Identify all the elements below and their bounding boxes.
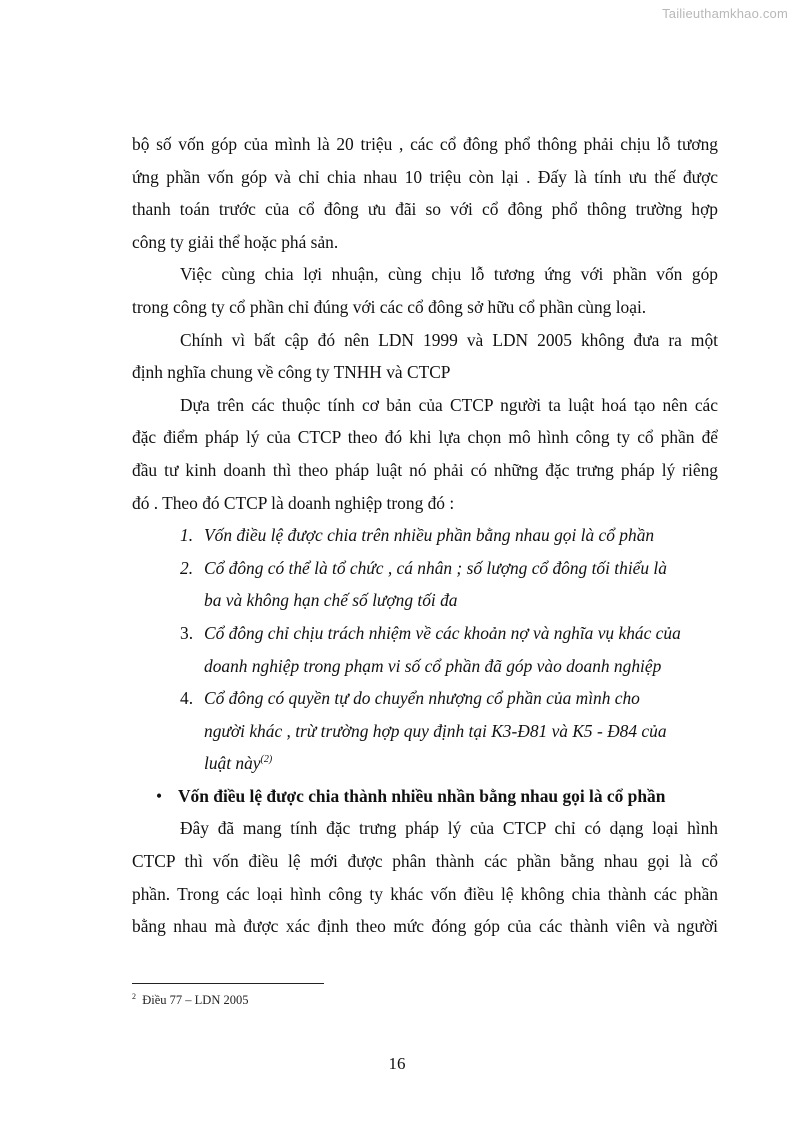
list-item-text: Cổ đông có quyền tự do chuyển nhượng cổ phần của mình cho	[204, 688, 640, 709]
body-line: Chính vì bất cập đó nên LDN 1999 và LDN 2005 không đưa ra một	[180, 329, 718, 350]
list-number: 4.	[180, 688, 194, 709]
list-item	[132, 552, 718, 585]
footnote-marker: 2	[132, 991, 136, 1001]
list-item-text: Cổ đông có thể là tổ chức , cá nhân ; số lượng cổ đông tối thiểu là	[204, 557, 667, 578]
list-item-text: luật này	[204, 753, 261, 774]
body-line: bộ số vốn góp của mình là 20 triệu , các cổ đông phổ thông phải chịu lỗ tương	[132, 134, 718, 154]
list-item-text: Cổ đông chỉ chịu trách nhiệm về các khoản nợ và nghĩa vụ khác của	[204, 622, 681, 643]
bullet-icon: •	[156, 785, 163, 806]
list-item	[132, 682, 718, 715]
list-item	[132, 519, 718, 552]
body-line: đó . Theo đó CTCP là doanh nghiệp trong đó :	[132, 492, 455, 513]
bullet-heading-text: Vốn điều lệ được chia thành nhiều nhần bằng nhau gọi là cổ phần	[178, 785, 666, 806]
watermark: Tailieuthamkhao.com	[662, 6, 788, 21]
footnote-separator	[132, 983, 324, 984]
body-line: Việc cùng chia lợi nhuận, cùng chịu lỗ tương ứng với phần vốn góp	[180, 264, 718, 285]
footnote	[132, 993, 249, 1008]
list-item-continuation: ba và không hạn chế số lượng tối đa	[204, 590, 458, 611]
body-line: bằng nhau mà được xác định theo mức đóng góp của các thành viên và người	[132, 916, 718, 937]
body-line: định nghĩa chung về công ty TNHH và CTCP	[132, 362, 451, 383]
body-line: thanh toán trước của cổ đông ưu đãi so với cổ đông phổ thông trường hợp	[132, 199, 718, 220]
list-number: 2.	[180, 557, 194, 578]
list-number: 3.	[180, 622, 194, 643]
body-line: ứng phần vốn góp và chỉ chia nhau 10 triệu còn lại . Đấy là tính ưu thế được	[132, 166, 718, 187]
footnote-text: Điều 77 – LDN 2005	[142, 993, 249, 1007]
list-item-continuation: người khác , trừ trường hợp quy định tại K3-Đ81 và K5 - Đ84 của	[204, 720, 667, 741]
body-line: trong công ty cổ phần chỉ đúng với các cổ đông sở hữu cổ phần cùng loại.	[132, 296, 647, 317]
document-body	[132, 128, 718, 943]
list-number: 1.	[180, 525, 194, 546]
bullet-heading	[132, 780, 718, 813]
list-item	[132, 617, 718, 650]
body-line: phần. Trong các loại hình công ty khác vốn điều lệ không chia thành các phần	[132, 883, 718, 904]
body-line: Dựa trên các thuộc tính cơ bản của CTCP người ta luật hoá tạo nên các	[180, 394, 718, 415]
body-line: Đây đã mang tính đặc trưng pháp lý của CTCP chỉ có dạng loại hình	[180, 818, 718, 839]
body-line: đặc điểm pháp lý của CTCP theo đó khi lựa chọn mô hình công ty cổ phần để	[132, 427, 718, 448]
body-line: đầu tư kinh doanh thì theo pháp luật nó phải có những đặc trưng pháp lý riêng	[132, 459, 718, 480]
list-item-continuation	[132, 747, 718, 780]
page-number: 16	[388, 1054, 406, 1073]
footnote-reference: (2)	[260, 754, 273, 766]
body-line: CTCP thì vốn điều lệ mới được phân thành các phần bằng nhau gọi là cổ	[132, 851, 718, 872]
body-line: công ty giải thể hoặc phá sản.	[132, 231, 339, 252]
list-item-text: Vốn điều lệ được chia trên nhiều phần bằng nhau gọi là cổ phần	[204, 525, 655, 546]
list-item-continuation: doanh nghiệp trong phạm vi số cổ phần đã góp vào doanh nghiệp	[204, 655, 662, 676]
